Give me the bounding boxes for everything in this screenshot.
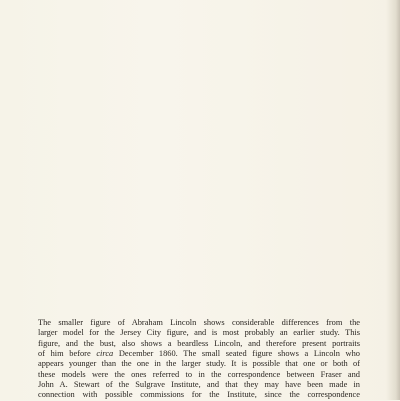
paragraph-line: these models were the ones referred to in the correspondence between Fraser and (38, 369, 360, 379)
line-text-after-italic: December 1860. The small seated figure shows a Lincoln who (113, 349, 360, 359)
paragraph-line: John A. Stewart of the Sulgrave Institute, and that they may have been made in (38, 380, 360, 390)
paragraph-line: connection with possible commissions for the Institute, since the correspondence (38, 390, 360, 400)
paragraph-line: larger model for the Jersey City figure, and is most probably an earlier study. This (38, 328, 360, 338)
line-text-before-italic: of him before (38, 349, 97, 359)
body-paragraph (38, 318, 360, 401)
italic-word: circa (96, 349, 114, 359)
paragraph-line: The smaller figure of Abraham Lincoln shows considerable differences from the (38, 318, 360, 327)
page-edge-shadow (386, 0, 400, 400)
paragraph-line: appears younger than the one in the larger study. It is possible that one or both of (38, 359, 360, 369)
paragraph-line: figure, and the bust, also shows a beardless Lincoln, and therefore present portraits (38, 338, 360, 348)
paragraph-line (38, 349, 360, 359)
